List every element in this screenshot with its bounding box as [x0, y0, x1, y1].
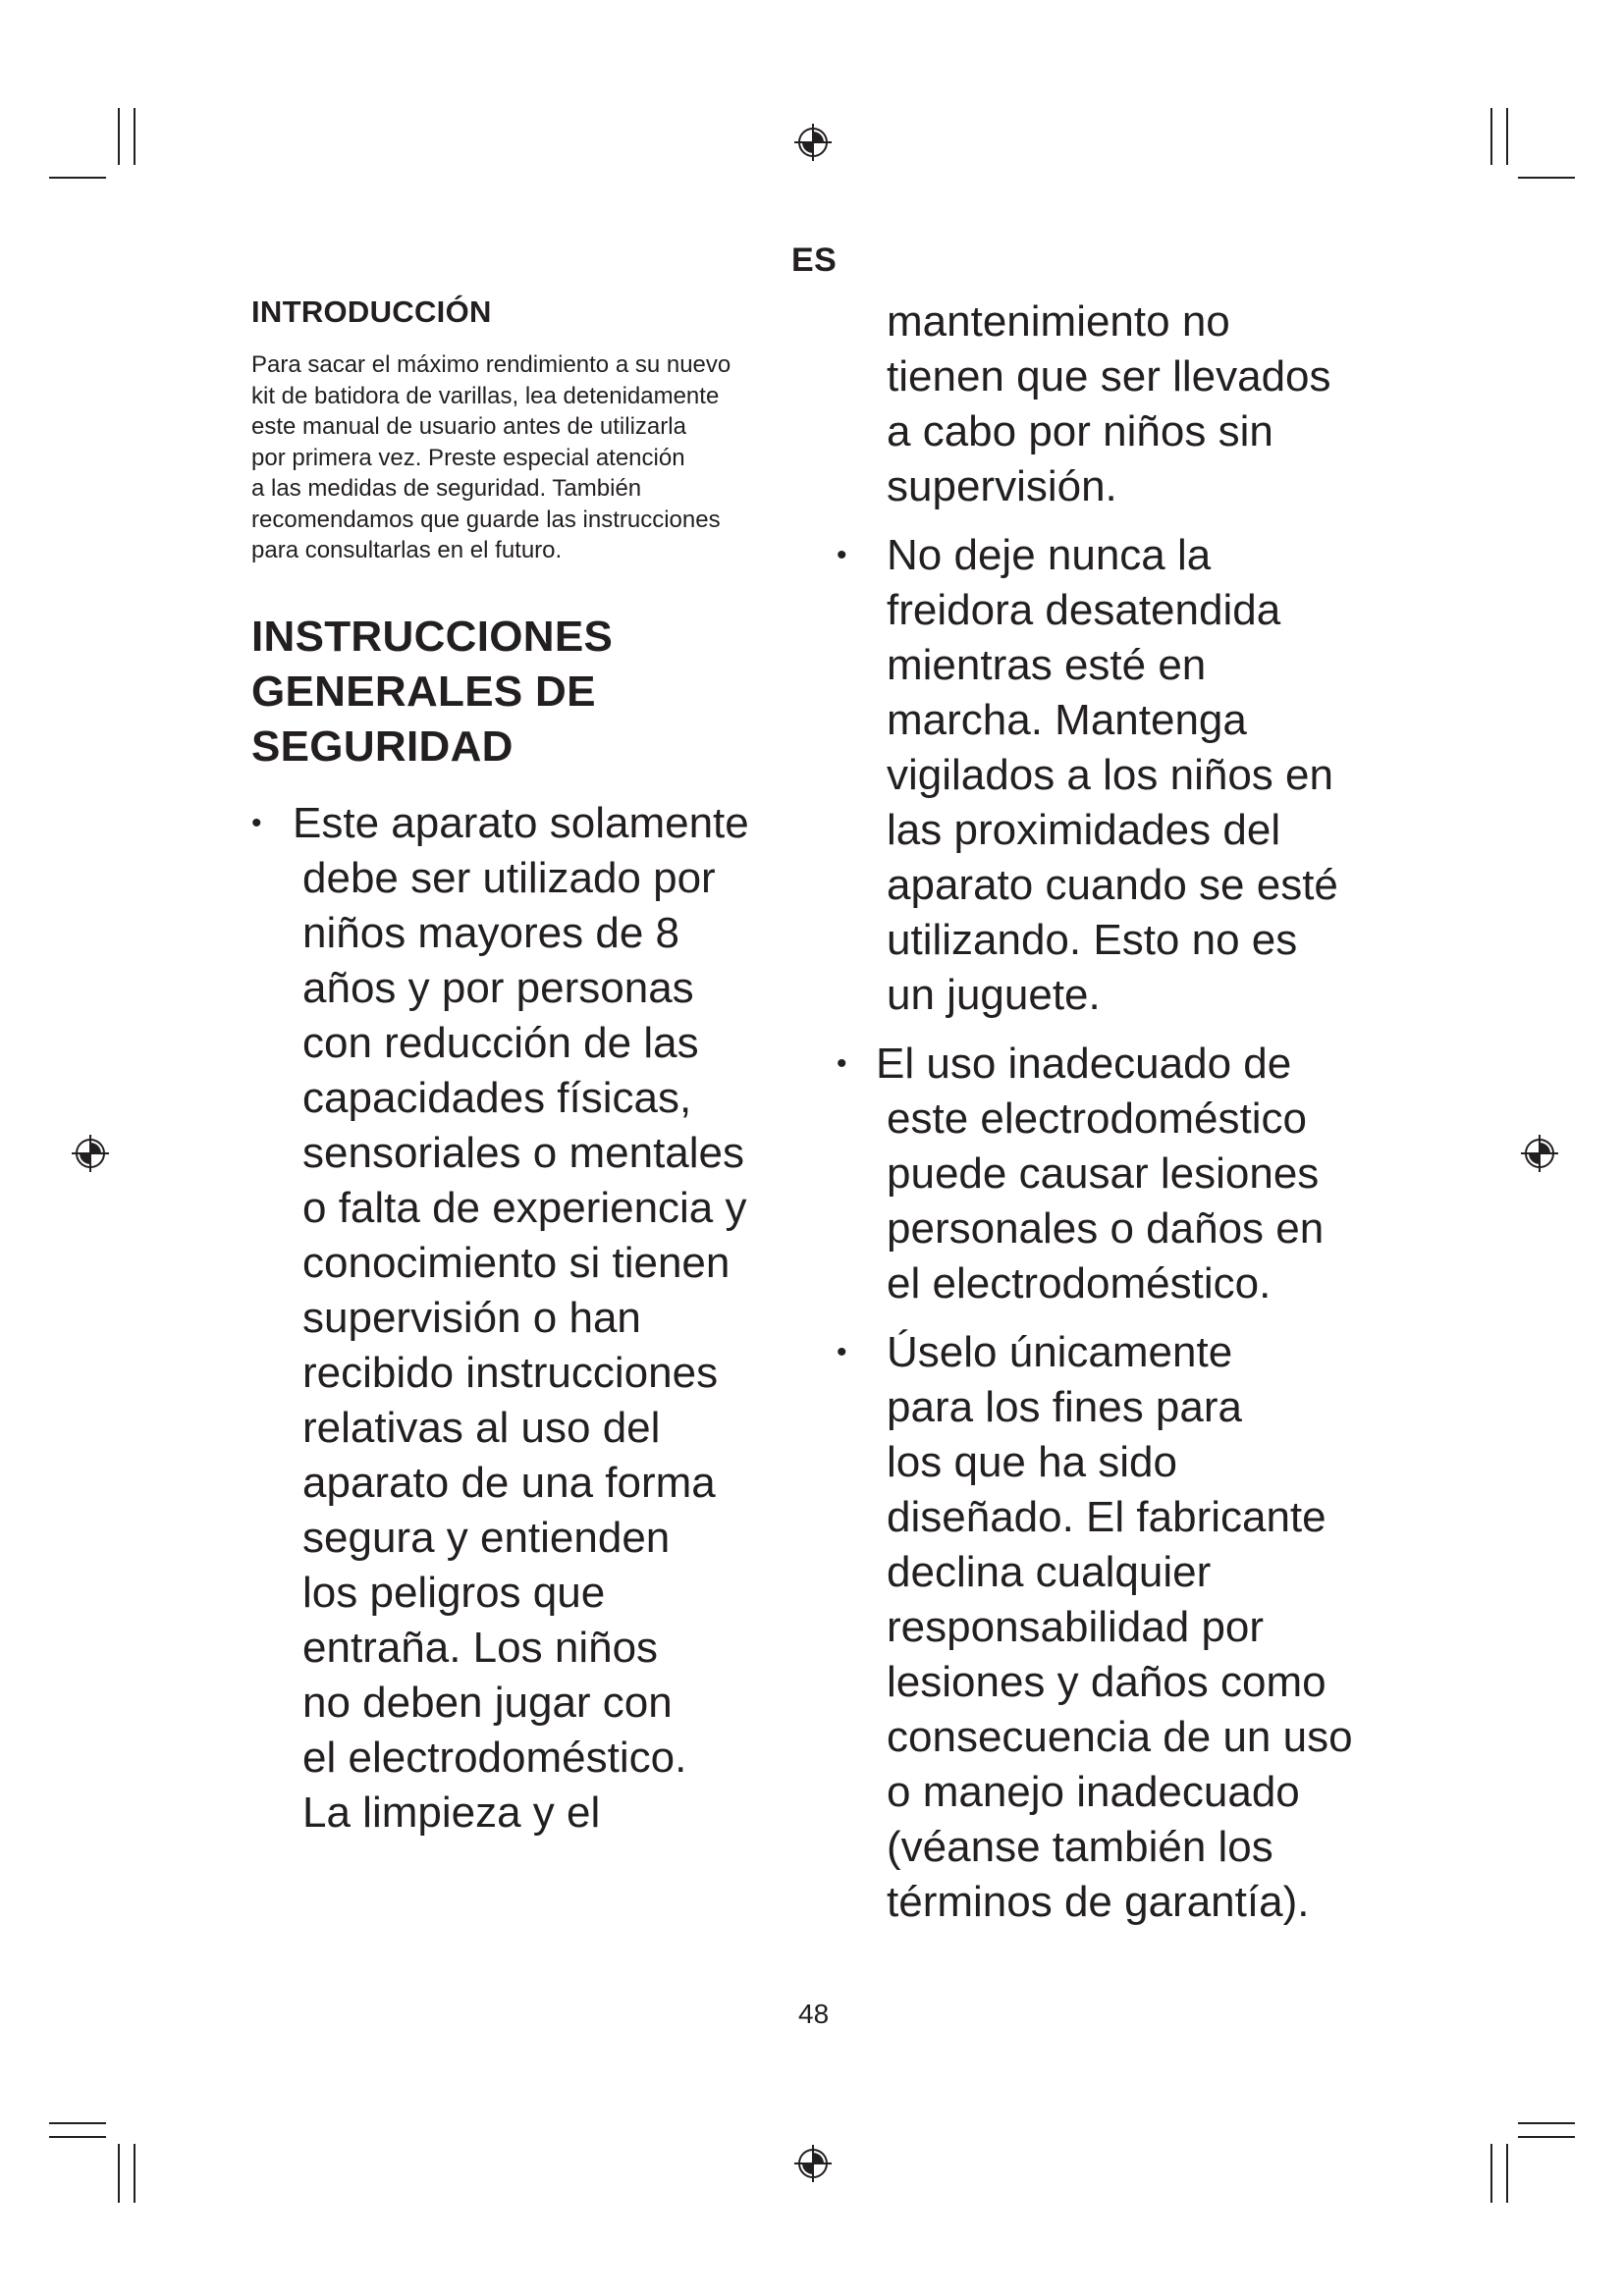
introduction-line: kit de batidora de varillas, lea detenidamente: [251, 382, 720, 409]
bullet-line: responsabilidad por: [887, 1603, 1265, 1651]
bullet-line: aparato de una forma: [302, 1458, 716, 1507]
bullet-line: o falta de experiencia y: [302, 1183, 747, 1232]
bullet-icon: •: [251, 806, 262, 839]
bullet-line: los que ha sido: [887, 1438, 1177, 1486]
bullet-line: recibido instrucciones: [302, 1348, 719, 1397]
introduction-line: recomendamos que guarde las instrucciones: [251, 506, 721, 533]
introduction-line: este manual de usuario antes de utilizarla: [251, 413, 686, 440]
registration-target-icon: [793, 123, 833, 162]
bullet-line: personales o daños en: [887, 1204, 1325, 1253]
bullet-line: mantenimiento no: [887, 297, 1230, 346]
introduction-line: Para sacar el máximo rendimiento a su nuevo: [251, 351, 731, 378]
bullet-line: conocimiento si tienen: [302, 1238, 731, 1287]
right-column: [825, 294, 1394, 1930]
bullet-line: el electrodoméstico.: [302, 1733, 687, 1782]
bullet-icon: •: [837, 1336, 847, 1368]
bullet-line: el electrodoméstico.: [887, 1259, 1272, 1308]
bullet-line: o manejo inadecuado: [887, 1768, 1300, 1816]
bullet-line: utilizando. Esto no es: [887, 916, 1298, 964]
bullet-line: mientras esté en: [887, 641, 1207, 689]
introduction-heading: INTRODUCCIÓN: [251, 294, 492, 329]
bullet-line: niños mayores de 8: [302, 908, 679, 957]
registration-target-icon: [793, 2144, 833, 2183]
bullet-line: las proximidades del: [887, 806, 1281, 854]
bullet-continuation: [825, 294, 1394, 514]
bullet-line: El uso inadecuado de: [876, 1040, 1292, 1088]
bullet-line: Úselo únicamente: [887, 1328, 1233, 1376]
bullet-line: relativas al uso del: [302, 1403, 661, 1452]
page-number: 48: [798, 1999, 830, 2029]
bullet-line: los peligros que: [302, 1568, 606, 1617]
introduction-paragraph: [251, 349, 801, 566]
bullet-line: diseñado. El fabricante: [887, 1493, 1326, 1541]
bullet-icon: •: [837, 539, 847, 571]
bullet-line: declina cualquier: [887, 1548, 1212, 1596]
bullet-line: no deben jugar con: [302, 1678, 673, 1727]
bullet-line: con reducción de las: [302, 1018, 699, 1067]
introduction-line: por primera vez. Preste especial atención: [251, 444, 685, 471]
bullet-line: a cabo por niños sin: [887, 407, 1273, 455]
bullet-line: supervisión o han: [302, 1293, 641, 1342]
introduction-line: a las medidas de seguridad. También: [251, 475, 642, 502]
bullet-line: tienen que ser llevados: [887, 352, 1331, 400]
registration-target-icon: [1520, 1134, 1559, 1173]
bullet-line: freidora desatendida: [887, 586, 1281, 634]
bullet-icon: •: [837, 1047, 847, 1080]
bullet-line: puede causar lesiones: [887, 1149, 1320, 1198]
bullet-line: un juguete.: [887, 971, 1101, 1019]
bullet-line: consecuencia de un uso: [887, 1713, 1353, 1761]
bullet-line: lesiones y daños como: [887, 1658, 1326, 1706]
introduction-line: para consultarlas en el futuro.: [251, 537, 563, 563]
safety-bullet-intended-use: [825, 1325, 1394, 1930]
safety-heading: [251, 610, 801, 774]
bullet-line: debe ser utilizado por: [302, 853, 716, 902]
safety-heading-line: SEGURIDAD: [251, 721, 514, 771]
bullet-line: No deje nunca la: [887, 531, 1212, 579]
bullet-line: La limpieza y el: [302, 1788, 601, 1837]
bullet-line: capacidades físicas,: [302, 1073, 692, 1122]
bullet-line: términos de garantía).: [887, 1878, 1310, 1926]
bullet-line: sensoriales o mentales: [302, 1128, 745, 1177]
bullet-line: (véanse también los: [887, 1823, 1273, 1871]
bullet-line: este electrodoméstico: [887, 1095, 1307, 1143]
language-code: ES: [791, 241, 838, 279]
safety-heading-line: INSTRUCCIONES: [251, 612, 614, 661]
safety-bullet-improper-use: [825, 1037, 1394, 1311]
safety-bullet-children-supervision: [251, 796, 801, 1841]
bullet-line: aparato cuando se esté: [887, 861, 1338, 909]
bullet-line: Este aparato solamente: [293, 798, 749, 847]
bullet-line: segura y entienden: [302, 1513, 671, 1562]
registration-target-icon: [71, 1134, 110, 1173]
bullet-line: vigilados a los niños en: [887, 751, 1333, 799]
safety-bullet-unattended: [825, 528, 1394, 1023]
bullet-line: años y por personas: [302, 963, 694, 1012]
bullet-line: supervisión.: [887, 462, 1117, 510]
bullet-line: para los fines para: [887, 1383, 1242, 1431]
safety-heading-line: GENERALES DE: [251, 667, 596, 716]
bullet-line: entraña. Los niños: [302, 1623, 659, 1672]
bullet-line: marcha. Mantenga: [887, 696, 1247, 744]
left-column: [251, 294, 801, 1841]
